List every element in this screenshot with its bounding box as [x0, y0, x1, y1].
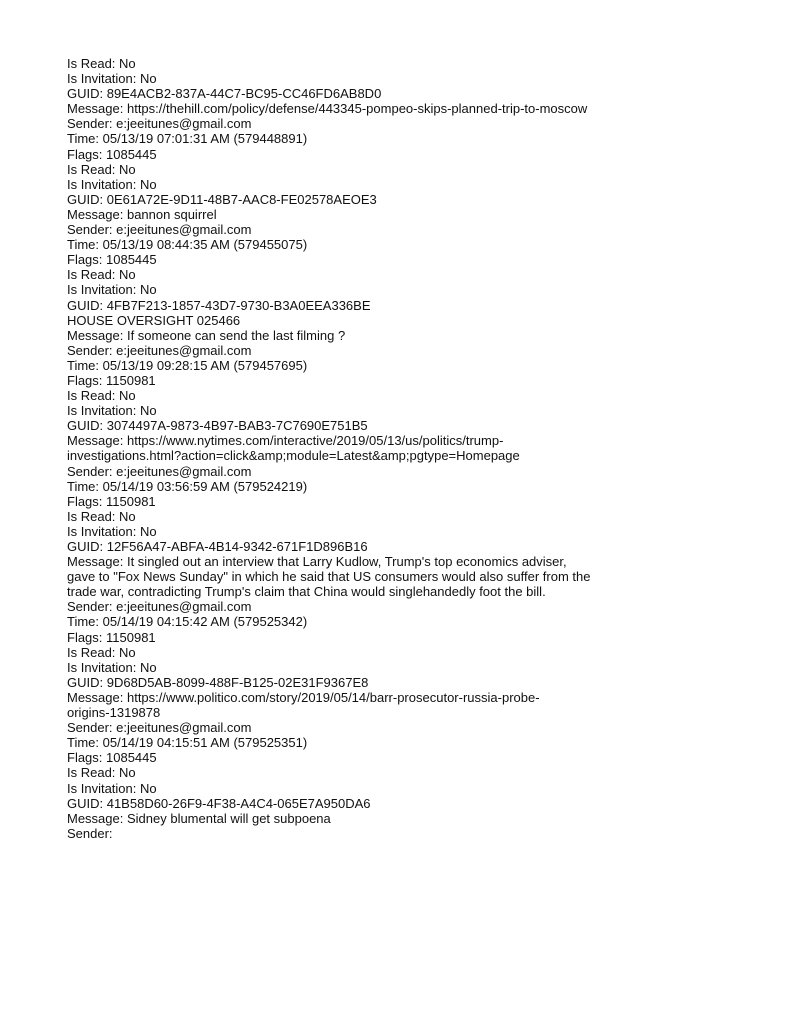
log-line: Is Invitation: No: [67, 659, 157, 675]
log-line: Time: 05/13/19 09:28:15 AM (579457695): [67, 357, 308, 373]
log-line: Is Invitation: No: [67, 780, 157, 796]
log-line: Message: bannon squirrel: [67, 206, 217, 222]
log-line: Time: 05/14/19 04:15:51 AM (579525351): [67, 735, 308, 751]
log-line: Is Read: No: [67, 644, 136, 660]
message-log-document: [67, 56, 727, 841]
log-line: gave to "Fox News Sunday" in which he said that US consumers would also suffer from the: [67, 569, 591, 585]
log-line: Flags: 1150981: [67, 493, 156, 509]
log-line: GUID: 41B58D60-26F9-4F38-A4C4-065E7A950DA6: [67, 795, 371, 811]
log-line: Sender:: [67, 825, 113, 841]
log-line: origins-1319878: [67, 705, 161, 721]
log-line: GUID: 4FB7F213-1857-43D7-9730-B3A0EEA336BE: [67, 297, 371, 313]
log-line: Sender: e:jeeitunes@gmail.com: [67, 720, 252, 736]
log-line: Is Invitation: No: [67, 403, 157, 419]
log-line: GUID: 3074497A-9873-4B97-BAB3-7C7690E751B5: [67, 418, 368, 434]
log-line: Message: https://www.politico.com/story/2019/05/14/barr-prosecutor-russia-probe-: [67, 689, 540, 705]
log-line: Is Invitation: No: [67, 71, 157, 87]
log-line: Is Read: No: [67, 267, 136, 283]
log-line: Flags: 1150981: [67, 629, 156, 645]
log-line: GUID: 9D68D5AB-8099-488F-B125-02E31F9367E8: [67, 674, 369, 690]
log-line: Is Read: No: [67, 508, 136, 524]
log-line: Sender: e:jeeitunes@gmail.com: [67, 599, 252, 615]
log-line: Sender: e:jeeitunes@gmail.com: [67, 116, 252, 132]
log-line: Flags: 1085445: [67, 146, 157, 162]
log-line: Is Invitation: No: [67, 282, 157, 298]
log-line: Is Read: No: [67, 388, 136, 404]
log-line: Flags: 1150981: [67, 372, 156, 388]
log-line: Flags: 1085445: [67, 252, 157, 268]
log-line: Sender: e:jeeitunes@gmail.com: [67, 342, 252, 358]
log-line: Message: https://www.nytimes.com/interactive/2019/05/13/us/politics/trump-: [67, 433, 504, 449]
log-line: investigations.html?action=click&amp;module=Latest&amp;pgtype=Homepage: [67, 448, 520, 464]
log-line: Sender: e:jeeitunes@gmail.com: [67, 463, 252, 479]
log-line: Is Invitation: No: [67, 176, 157, 192]
log-line: Message: https://thehill.com/policy/defense/443345-pompeo-skips-planned-trip-to-moscow: [67, 101, 588, 117]
log-line: Time: 05/14/19 03:56:59 AM (579524219): [67, 478, 308, 494]
log-line: Message: If someone can send the last filming ?: [67, 327, 346, 343]
log-line: GUID: 89E4ACB2-837A-44C7-BC95-CC46FD6AB8D0: [67, 86, 382, 102]
log-line: GUID: 12F56A47-ABFA-4B14-9342-671F1D896B16: [67, 539, 368, 554]
log-line: Is Read: No: [67, 56, 136, 71]
log-line: GUID: 0E61A72E-9D11-48B7-AAC8-FE02578AEOE3: [67, 191, 377, 207]
log-line: Message: Sidney blumental will get subpoena: [67, 810, 331, 826]
log-line: Is Invitation: No: [67, 523, 157, 539]
log-line: Time: 05/14/19 04:15:42 AM (579525342): [67, 614, 308, 630]
log-line: Flags: 1085445: [67, 750, 157, 766]
log-line: Is Read: No: [67, 765, 136, 781]
log-line: HOUSE OVERSIGHT 025466: [67, 312, 241, 328]
log-line: Time: 05/13/19 07:01:31 AM (579448891): [67, 131, 308, 147]
log-line: Message: It singled out an interview that Larry Kudlow, Trump's top economics adviser,: [67, 554, 567, 570]
log-line: Is Read: No: [67, 161, 136, 177]
log-line: Time: 05/13/19 08:44:35 AM (579455075): [67, 237, 308, 253]
log-line: Sender: e:jeeitunes@gmail.com: [67, 222, 252, 238]
log-line: trade war, contradicting Trump's claim that China would singlehandedly foot the bill.: [67, 584, 546, 600]
